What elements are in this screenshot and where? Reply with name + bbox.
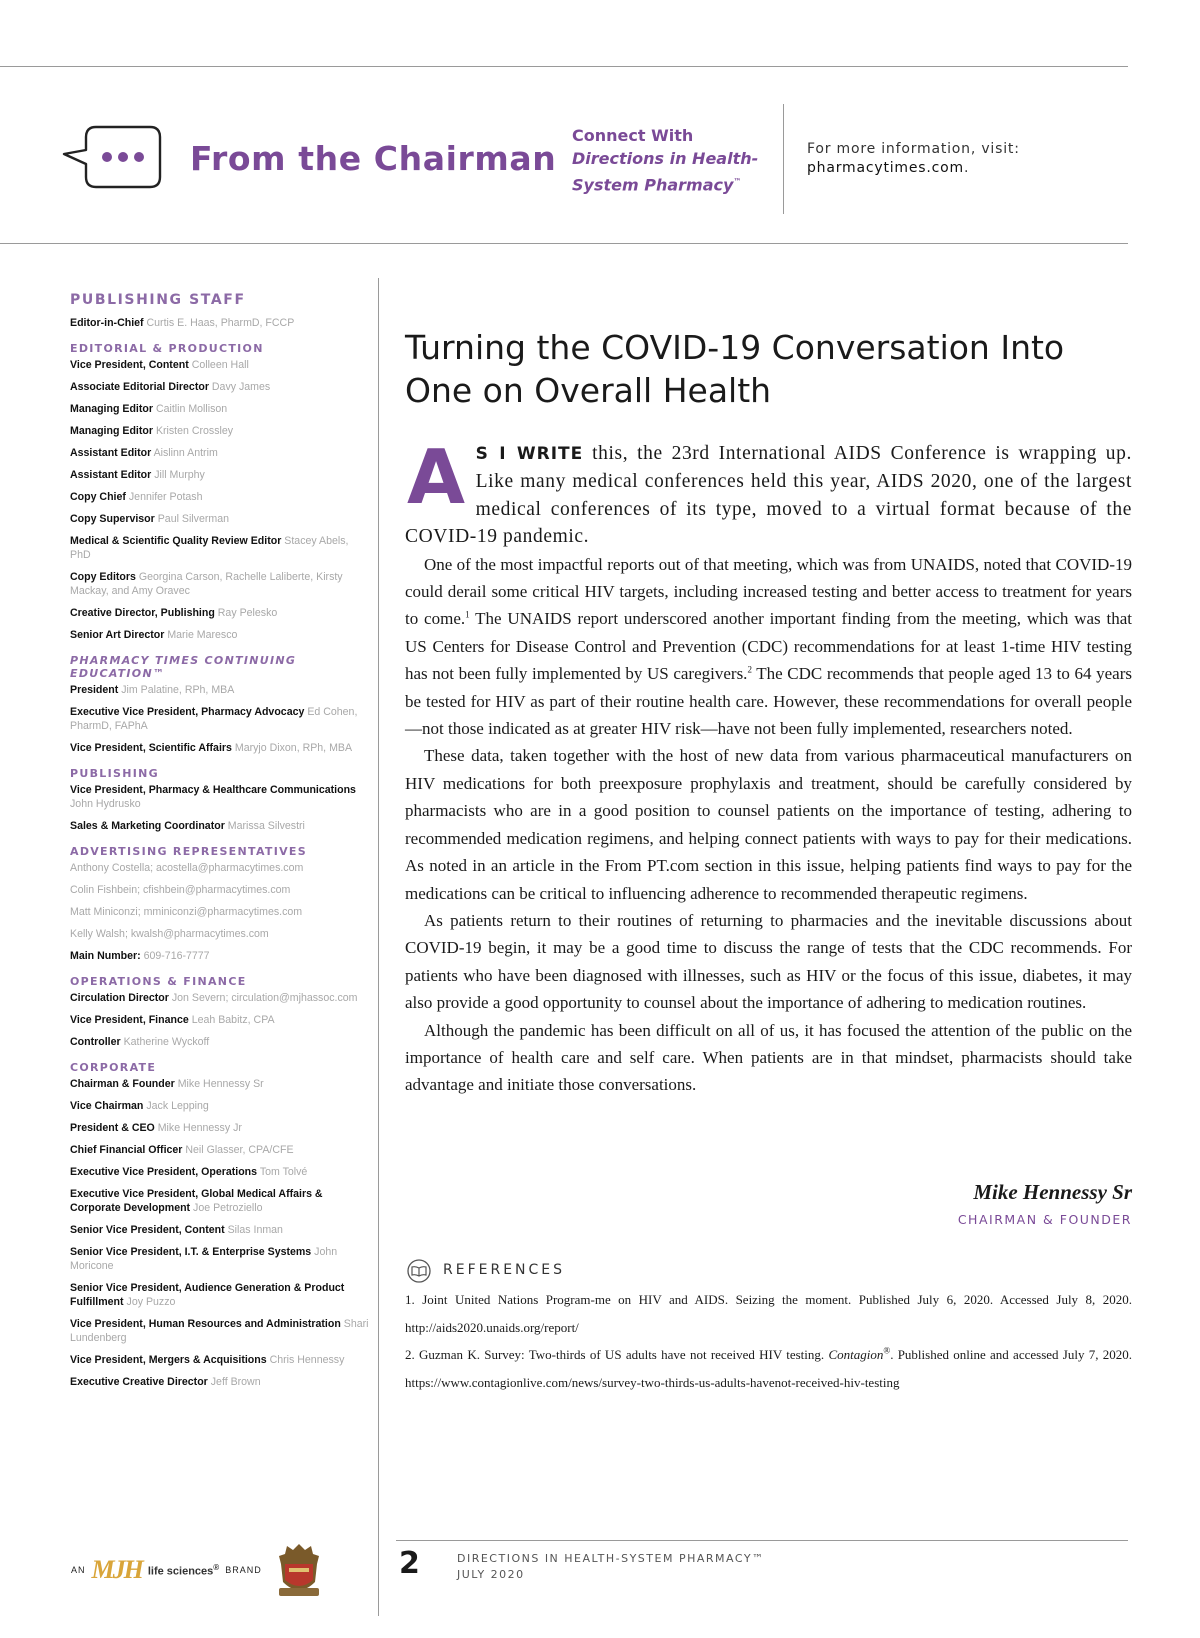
sidebar-section-heading: ADVERTISING REPRESENTATIVES [70,845,307,858]
staff-name: Ray Pelesko [217,607,278,619]
staff-entry [70,1077,370,1091]
staff-role: Senior Art Director [70,629,165,641]
staff-role: Sales & Marketing Coordinator [70,820,225,832]
registered-mark: ® [883,1345,891,1356]
staff-name: Kelly Walsh; kwalsh@pharmacytimes.com [70,928,269,940]
brand-name: life sciences [147,1565,214,1578]
staff-role: Assistant Editor [70,447,152,459]
staff-role: President & CEO [70,1122,155,1134]
staff-role: Managing Editor [70,403,153,415]
staff-entry [70,1223,370,1237]
staff-entry [70,606,370,620]
paragraph: Although the pandemic has been difficult on all of us, it has focused the attention of the public on the importance of health care and self care. When patients are in that mindset, pharmacists should take advantage and initiate those conversations. [405,1020,1132,1095]
staff-entry [70,380,370,394]
staff-name: John Hydrusko [70,798,141,810]
staff-entry [70,783,370,811]
staff-role: Vice President, Human Resources and Administration [70,1318,341,1330]
staff-role: Editor-in-Chief [70,317,144,329]
staff-name: Jon Severn; circulation@mjhassoc.com [171,992,358,1004]
lead-paragraph [405,433,1132,551]
staff-name: Colleen Hall [191,359,249,371]
staff-name: Aislinn Antrim [153,447,218,459]
connect-line-2: Directions in Health- [572,149,759,168]
staff-role: Vice Chairman [70,1100,144,1112]
staff-role: Senior Vice President, Audience Generation & Product Fulfillment [70,1282,345,1308]
staff-name: Leah Babitz, CPA [191,1014,275,1026]
staff-entry [70,1013,370,1027]
staff-entry [70,1245,370,1273]
staff-name: Jim Palatine, RPh, MBA [121,684,235,696]
staff-entry [70,883,370,897]
reference-text: 2. Guzman K. Survey: Two-thirds of US adults have not received HIV testing. [405,1347,829,1362]
staff-name: Kristen Crossley [155,425,234,437]
staff-name: Tom Tolvé [259,1166,308,1178]
staff-entry [70,991,370,1005]
staff-role: Senior Vice President, Content [70,1224,225,1236]
staff-name: Chris Hennessy [269,1354,345,1366]
staff-role: Assistant Editor [70,469,152,481]
header-divider [783,104,784,214]
staff-role: Vice President, Pharmacy & Healthcare Communications [70,784,356,796]
mjh-logo: MJH [91,1555,142,1584]
staff-name: Jack Lepping [146,1100,209,1112]
staff-name: Anthony Costella; acostella@pharmacytimes.com [70,862,304,874]
signature-title: CHAIRMAN & FOUNDER [957,1212,1132,1227]
more-info-period: . [963,160,970,176]
staff-role: Copy Editors [70,571,136,583]
staff-entry [70,927,370,941]
publishing-staff-sidebar [70,292,370,1397]
staff-name: Mike Hennessy Sr [177,1078,264,1090]
sidebar-section-heading: CORPORATE [70,1061,157,1074]
footer-rule [396,1540,1128,1541]
more-info-link[interactable]: pharmacytimes.com [807,160,964,176]
staff-role: Creative Director, Publishing [70,607,215,619]
brand-registered: ® [213,1562,220,1572]
staff-role: Executive Vice President, Operations [70,1166,258,1178]
staff-entry [70,316,370,330]
staff-entry [70,1375,370,1389]
staff-role: Managing Editor [70,425,153,437]
staff-entry [70,1317,370,1345]
staff-name: Joy Puzzo [126,1296,176,1308]
reference-journal: Contagion [828,1347,884,1362]
sidebar-section-heading: OPERATIONS & FINANCE [70,975,247,988]
staff-entry [70,446,370,460]
staff-role: Senior Vice President, I.T. & Enterprise Systems [70,1246,312,1258]
staff-entry [70,683,370,697]
staff-entry [70,1353,370,1367]
paragraph [405,551,1132,743]
staff-entry [70,534,370,562]
staff-name: Curtis E. Haas, PharmD, FCCP [146,317,295,329]
page-number: 2 [399,1546,420,1581]
staff-role: Copy Chief [70,491,126,503]
references-list [405,1286,1132,1396]
staff-name: Mike Hennessy Jr [157,1122,242,1134]
connect-callout [572,124,758,196]
article-body [405,433,1132,1099]
staff-name: Katherine Wyckoff [123,1036,210,1048]
staff-entry [70,705,370,733]
paragraph: These data, taken together with the host of new data from various pharmaceutical manufacturers on HIV medications for both preexposure prophylaxis and treatment, should be carefully considered by pharmacists who are in a good position to counsel patients on the importance of testing, adhering to recommended medication regimens, and helping connect patients with ways to pay for their medications. As noted in an article in the From PT.com section in this issue, helping patients find ways to pay for the medications can be critical to influencing adherence to recommended therapeutic regimens. [405,746,1132,903]
reference-item: 1. Joint United Nations Program-me on HIV and AIDS. Seizing the moment. Published July 6, 2020. Accessed July 8, 2020. http://aids2020.unaids.org/report/ [405,1292,1132,1335]
header-bottom-rule [0,243,1128,244]
staff-entry [70,949,370,963]
staff-name: Joe Petroziello [193,1202,263,1214]
speech-bubble-icon [62,124,162,195]
reference-text: . Published online and accessed July 7, 2020. https://www.contagionlive.com/news/survey-two-thirds-us-adults-havenot-received-hiv-testing [405,1347,1132,1390]
paragraph-text: The CDC recommends that people aged 13 to 64 years be tested for HIV as part of their routine health care. However, these recommendations for overall people—not those indicated as at greater HIV risk—have not been fully implemented, researchers noted. [405,664,1132,739]
connect-line-3: System Pharmacy [572,175,734,195]
staff-name: Stacey Abels, PhD [70,535,349,561]
staff-entry [70,1143,370,1157]
references-heading: REFERENCES [443,1262,566,1278]
staff-entry [70,490,370,504]
brand-logo [71,1555,262,1585]
publication-name: DIRECTIONS IN HEALTH-SYSTEM PHARMACY™ [457,1552,765,1565]
staff-role: Chief Financial Officer [70,1144,183,1156]
brand-prefix: AN [71,1565,86,1575]
staff-name: Neil Glasser, CPA/CFE [185,1144,294,1156]
staff-name: Paul Silverman [157,513,229,525]
staff-role: Chairman & Founder [70,1078,175,1090]
staff-entry [70,741,370,755]
paragraph-text: The UNAIDS report underscored another important finding from the meeting, which was that US Centers for Disease Control and Prevention (CDC) recommendations for at least 1-time HIV testing has not been fully implemented by US caregivers. [405,609,1132,684]
issue-date: JULY 2020 [457,1568,525,1581]
staff-name: Jill Murphy [154,469,205,481]
lead-text: this, the 23rd International AIDS Conference is wrapping up. Like many medical conferences held this year, AIDS 2020, one of the largest medical conferences of its type, moved to a virtual format because of the COVID-19 pandemic. [405,443,1132,548]
staff-entry [70,1035,370,1049]
sidebar-section-heading: EDITORIAL & PRODUCTION [70,342,264,355]
staff-entry [70,861,370,875]
signature-name: Mike Hennessy Sr [973,1180,1132,1204]
staff-name: John Moricone [70,1246,338,1272]
staff-entry [70,1165,370,1179]
more-info [807,140,1020,178]
staff-entry [70,512,370,526]
staff-entry [70,570,370,598]
staff-role: Main Number: [70,950,141,962]
staff-name: Colin Fishbein; cfishbein@pharmacytimes.com [70,884,291,896]
staff-role: Associate Editorial Director [70,381,209,393]
staff-name: Marie Maresco [167,629,238,641]
staff-name: Maryjo Dixon, RPh, MBA [234,742,353,754]
staff-name: Matt Miniconzi; mminiconzi@pharmacytimes.com [70,906,303,918]
staff-role: Vice President, Content [70,359,189,371]
staff-role: Executive Vice President, Global Medical Affairs & Corporate Development [70,1188,323,1214]
article-headline: Turning the COVID-19 Conversation Into One on Overall Health [405,328,1065,410]
book-icon [405,1259,433,1288]
staff-name: Caitlin Mollison [155,403,228,415]
sidebar-section-heading: PUBLISHING [70,767,159,780]
staff-entry [70,1121,370,1135]
staff-name: Shari Lundenberg [70,1318,369,1344]
sidebar-section-heading: PHARMACY TIMES CONTINUING EDUCATION™ [70,654,297,680]
top-rule [0,66,1128,67]
staff-name: Davy James [211,381,271,393]
brand-suffix: BRAND [225,1565,262,1575]
staff-role: Controller [70,1036,121,1048]
staff-entry [70,905,370,919]
more-info-text: For more information, visit: [807,141,1020,157]
staff-entry [70,1099,370,1113]
staff-role: Vice President, Mergers & Acquisitions [70,1354,267,1366]
staff-entry [70,468,370,482]
crest-icon [275,1542,323,1605]
staff-role: President [70,684,119,696]
staff-name: Marissa Silvestri [227,820,305,832]
citation-1: 1 [465,609,470,620]
staff-name: 609-716-7777 [143,950,210,962]
staff-entry [70,1281,370,1309]
staff-entry [70,358,370,372]
staff-role: Executive Vice President, Pharmacy Advocacy [70,706,305,718]
staff-entry [70,402,370,416]
staff-name: Jeff Brown [210,1376,261,1388]
drop-cap: A [407,433,466,521]
trademark-mark: ™ [733,177,742,186]
staff-role: Medical & Scientific Quality Review Editor [70,535,282,547]
sidebar-divider [378,278,379,1616]
staff-entry [70,424,370,438]
staff-role: Vice President, Scientific Affairs [70,742,232,754]
staff-name: Jennifer Potash [128,491,203,503]
staff-entry [70,819,370,833]
reference-item [405,1341,1132,1396]
staff-name: Ed Cohen, PharmD, FAPhA [70,706,358,732]
staff-entry [70,628,370,642]
section-title: From the Chairman [190,139,557,178]
paragraph: As patients return to their routines of returning to pharmacies and the inevitable discussions about COVID-19 begin, it may be a good time to discuss the range of tests that the CDC recommends. For patients who have been diagnosed with illnesses, such as HIV or the focus of this issue, diabetes, it may also provide a good opportunity to counsel about the importance of adhering to medication routines. [405,910,1132,1013]
paragraph-text: One of the most impactful reports out of that meeting, which was from UNAIDS, noted that COVID-19 could derail some critical HIV targets, including increased testing and better access to treatment for years to come. [405,554,1132,629]
staff-role: Copy Supervisor [70,513,155,525]
connect-line-1: Connect With [572,126,694,145]
staff-list [70,316,370,1389]
staff-role: Circulation Director [70,992,169,1004]
staff-role: Vice President, Finance [70,1014,189,1026]
staff-role: Executive Creative Director [70,1376,208,1388]
staff-entry [70,1187,370,1215]
lead-caps: S I WRITE [475,444,584,464]
sidebar-title: PUBLISHING STAFF [70,292,246,308]
citation-2: 2 [747,664,752,675]
staff-name: Silas Inman [227,1224,283,1236]
staff-name: Georgina Carson, Rachelle Laliberte, Kirsty Mackay, and Amy Oravec [70,571,343,597]
